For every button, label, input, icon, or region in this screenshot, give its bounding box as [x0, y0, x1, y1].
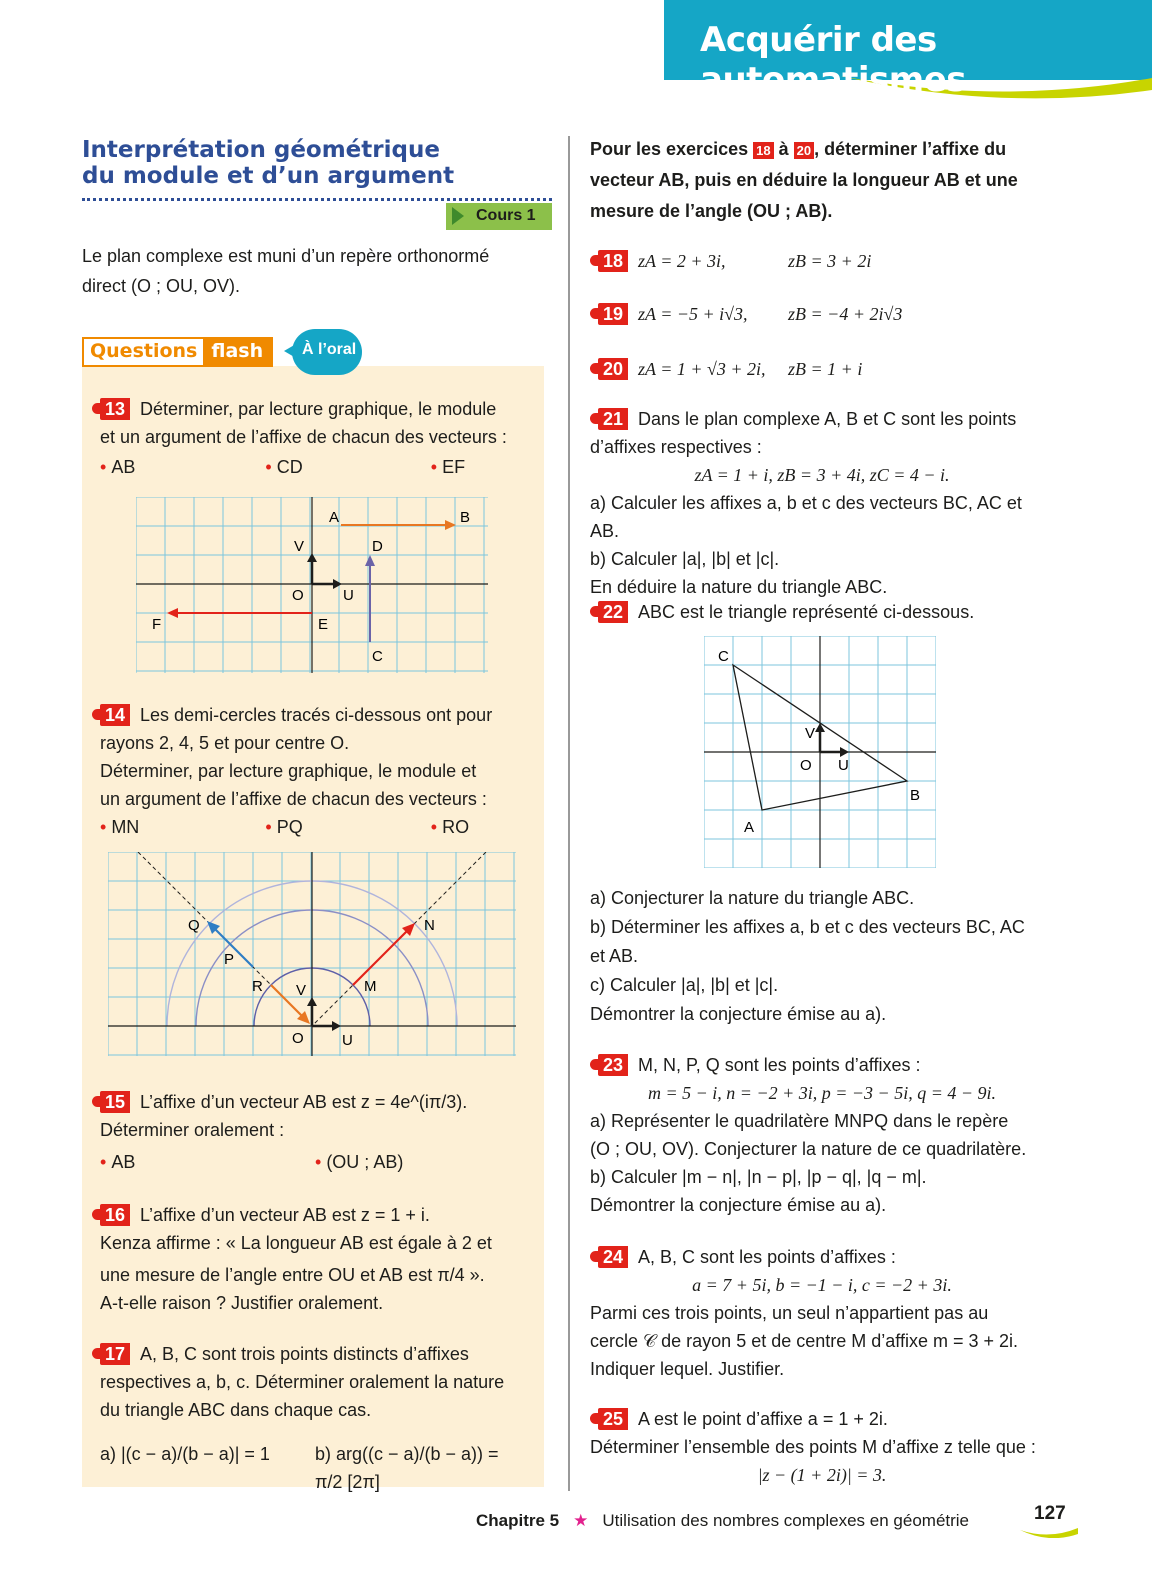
exercise-text: Indiquer lequel. Justifier. [590, 1359, 785, 1379]
exercise-14: 14 Les demi-cercles tracés ci-dessous ont pour rayons 2, 4, 5 et pour centre O. Déterminer, par lecture graphique, le module et un argument de l’affixe de chacun des vecteurs : • MN • PQ • RO [100, 701, 530, 841]
questions-label: Questions [90, 340, 198, 362]
intro-text: vecteur AB, puis en déduire la longueur AB et une [590, 170, 1018, 190]
exercise-21 [590, 405, 1054, 601]
vector-ab: AB [111, 457, 136, 477]
point-label-f: F [152, 616, 162, 633]
exercise-text: |z − (1 + 2i)| = 3. [757, 1465, 887, 1485]
page-number: 127 [1034, 1503, 1066, 1524]
questions-flash-label [82, 337, 273, 367]
vector-mn: MN [111, 817, 140, 837]
point-label-b: B [910, 787, 921, 804]
question-a: a) Conjecturer la nature du triangle ABC. [590, 888, 915, 908]
point-label-u: U [343, 587, 354, 604]
ref-18[interactable]: 18 [753, 142, 773, 159]
exercise-text: rayons 2, 4, 5 et pour centre O. [100, 733, 350, 753]
page-footer [476, 1511, 969, 1531]
exercise-number: 20 [598, 358, 628, 380]
exercise-23 [590, 1051, 1054, 1219]
point-label-o: O [292, 1030, 304, 1047]
cours-badge[interactable]: Cours 1 [446, 203, 552, 230]
exercise-number: 15 [100, 1091, 130, 1113]
exercise-text: un argument de l’affixe de chacun des vecteurs : [100, 789, 487, 809]
question-b-cont: et AB. [590, 946, 639, 966]
exercise-number: 24 [598, 1246, 628, 1268]
exercise-24 [590, 1243, 1054, 1383]
exercise-25 [590, 1405, 1054, 1489]
case-b: b) arg((c − a)/(b − a)) = π/2 [2π] [315, 1444, 499, 1492]
footer-chapter: Chapitre 5 [476, 1511, 560, 1530]
question-b: b) Calculer |a|, |b| et |c|. [590, 549, 780, 569]
exercise-text: Déterminer, par lecture graphique, le module [140, 399, 497, 419]
cours-arrow-icon [452, 207, 464, 225]
exercise-13: 13 Déterminer, par lecture graphique, le module et un argument de l’affixe de chacun des vecteurs : • AB • CD • EF [100, 395, 530, 481]
affix-zb: zB = 3 + 2i [788, 251, 872, 271]
point-label-c: C [372, 648, 383, 665]
vector-ro: RO [442, 817, 470, 837]
exercise-16 [100, 1201, 530, 1317]
point-label-e: E [318, 616, 329, 633]
exercise-text: Déterminer l’ensemble des points M d’affixe z telle que : [590, 1437, 1036, 1457]
exercise-number: 13 [100, 398, 130, 420]
exercise-text: A-t-elle raison ? Justifier oralement. [100, 1293, 384, 1313]
section-title-line1: Interprétation géométrique [82, 137, 440, 163]
point-label-q: Q [188, 917, 200, 934]
point-label-d: D [372, 538, 383, 555]
exercise-text: A est le point d’affixe a = 1 + 2i. [638, 1409, 888, 1429]
case-a: a) |(c − a)/(b − a)| = 1 [100, 1444, 270, 1464]
question-c: En déduire la nature du triangle ABC. [590, 577, 888, 597]
exercise-text: cercle 𝒞 de rayon 5 et de centre M d’affixe m = 3 + 2i. [590, 1331, 1019, 1351]
question-a-cont: (O ; OU, OV). Conjecturer la nature de ce quadrilatère. [590, 1139, 1027, 1159]
question-a: a) Calculer les affixes a, b et c des vecteurs BC, AC et AB. [590, 493, 1022, 541]
point-label-b: B [460, 509, 471, 526]
exercise-text: Parmi ces trois points, un seul n’appartient pas au [590, 1303, 989, 1323]
exercise-text: Dans le plan complexe A, B et C sont les points [638, 409, 1017, 429]
point-label-v: V [294, 538, 305, 555]
page-number-swoosh [1020, 1526, 1078, 1538]
figure-ex22 [704, 636, 936, 868]
exercise-text: une mesure de l’angle entre OU et AB est π/4 ». [100, 1265, 485, 1285]
affix-za: zA = 2 + 3i, [638, 251, 726, 271]
point-label-v: V [296, 982, 307, 999]
exercise-number: 14 [100, 704, 130, 726]
affix-za: zA = −5 + i√3, [638, 304, 748, 324]
exercise-text: A, B, C sont trois points distincts d’affixes [140, 1344, 469, 1364]
question-c: Démontrer la conjecture émise au a). [590, 1195, 887, 1215]
intro-text [82, 241, 552, 301]
footer-title: Utilisation des nombres complexes en géométrie [602, 1511, 970, 1530]
exercise-text: Déterminer, par lecture graphique, le module et [100, 761, 477, 781]
exercise-number: 25 [598, 1408, 628, 1430]
question-a: a) Représenter le quadrilatère MNPQ dans le repère [590, 1111, 1009, 1131]
intro-text: mesure de l’angle (OU ; AB). [590, 201, 833, 221]
vector-cd: CD [276, 457, 303, 477]
ref-20[interactable]: 20 [794, 142, 814, 159]
question-c: c) Calculer |a|, |b| et |c|. [590, 975, 779, 995]
point-label-v: V [805, 725, 816, 742]
arrow-mn [353, 929, 409, 985]
section-title [82, 137, 552, 189]
exercise-20 [598, 355, 1038, 383]
exercise-number: 22 [598, 601, 628, 623]
exercise-text: a = 7 + 5i, b = −1 − i, c = −2 + 3i. [692, 1275, 952, 1295]
point-label-u: U [342, 1032, 353, 1049]
affix-zb: zB = −4 + 2i√3 [788, 304, 903, 324]
exercise-17 [100, 1340, 530, 1496]
question-b: b) Déterminer les affixes a, b et c des vecteurs BC, AC [590, 917, 1025, 937]
affix-za: zA = 1 + √3 + 2i, [638, 359, 766, 379]
question-b: b) Calculer |m − n|, |n − p|, |p − q|, |q − m|. [590, 1167, 927, 1187]
exercise-text: A, B, C sont les points d’affixes : [638, 1247, 896, 1267]
exercise-18 [598, 247, 1038, 275]
exercises-18-20-intro: Pour les exercices 18 à 20 , déterminer l’affixe du vecteur AB, puis en déduire la longueur AB et une mesure de l’angle (OU ; AB). [590, 134, 1060, 227]
figure-ex14 [108, 852, 516, 1056]
oral-badge: À l’oral [292, 329, 362, 375]
affix-zb: zB = 1 + i [788, 359, 863, 379]
column-divider [568, 136, 570, 1491]
exercise-text: et un argument de l’affixe de chacun des vecteurs : [100, 427, 507, 447]
point-label-o: O [800, 757, 812, 774]
modulus-ab: AB [111, 1152, 136, 1172]
point-label-o: O [292, 587, 304, 604]
point-label-c: C [718, 648, 729, 665]
exercise-text: ABC est le triangle représenté ci-dessous. [638, 602, 975, 622]
exercise-number: 18 [598, 250, 628, 272]
angle-ou-ab: (OU ; AB) [326, 1152, 404, 1172]
exercise-22 [590, 598, 1054, 626]
point-label-a: A [329, 509, 340, 526]
figure-ex13 [136, 497, 488, 673]
vector-pq: PQ [276, 817, 303, 837]
exercise-number: 16 [100, 1204, 130, 1226]
flash-label: flash [203, 339, 271, 365]
section-divider [82, 198, 552, 201]
point-label-a: A [744, 819, 755, 836]
exercise-text: Déterminer oralement : [100, 1120, 285, 1140]
exercise-19 [598, 300, 1038, 328]
exercise-text: M, N, P, Q sont les points d’affixes : [638, 1055, 921, 1075]
point-label-r: R [252, 978, 263, 995]
point-label-p: P [224, 951, 235, 968]
vector-ef: EF [442, 457, 466, 477]
exercise-text: Les demi-cercles tracés ci-dessous ont pour [140, 705, 493, 725]
exercise-number: 17 [100, 1343, 130, 1365]
star-icon: ★ [573, 1511, 589, 1530]
exercise-number: 23 [598, 1054, 628, 1076]
exercise-22-questions [590, 884, 1054, 1029]
exercise-text: respectives a, b, c. Déterminer oralement la nature [100, 1372, 505, 1392]
exercise-text: L’affixe d’un vecteur AB est z = 4e^(iπ/3). [140, 1092, 468, 1112]
page-header-title: Acquérir des automatismes [700, 20, 966, 100]
exercise-text: L’affixe d’un vecteur AB est z = 1 + i. [140, 1205, 430, 1225]
exercise-text: Kenza affirme : « La longueur AB est égale à 2 et [100, 1233, 492, 1253]
exercise-15: 15 L’affixe d’un vecteur AB est z = 4e^(iπ/3). Déterminer oralement : • AB • (OU ; AB) [100, 1088, 530, 1176]
exercise-text: d’affixes respectives : [590, 437, 762, 457]
point-label-n: N [424, 917, 435, 934]
exercise-text: m = 5 − i, n = −2 + 3i, p = −3 − 5i, q = 4 − 9i. [648, 1083, 996, 1103]
section-title-line2: du module et d’un argument [82, 163, 455, 189]
intro-line2: direct (O ; OU, OV). [82, 276, 241, 296]
exercise-text: du triangle ABC dans chaque cas. [100, 1400, 372, 1420]
intro-line1: Le plan complexe est muni d’un repère orthonormé [82, 246, 490, 266]
exercise-number: 21 [598, 408, 628, 430]
point-label-u: U [838, 757, 849, 774]
exercise-number: 19 [598, 303, 628, 325]
point-label-m: M [364, 978, 377, 995]
exercise-text: zA = 1 + i, zB = 3 + 4i, zC = 4 − i. [694, 465, 950, 485]
question-d: Démontrer la conjecture émise au a). [590, 1004, 887, 1024]
